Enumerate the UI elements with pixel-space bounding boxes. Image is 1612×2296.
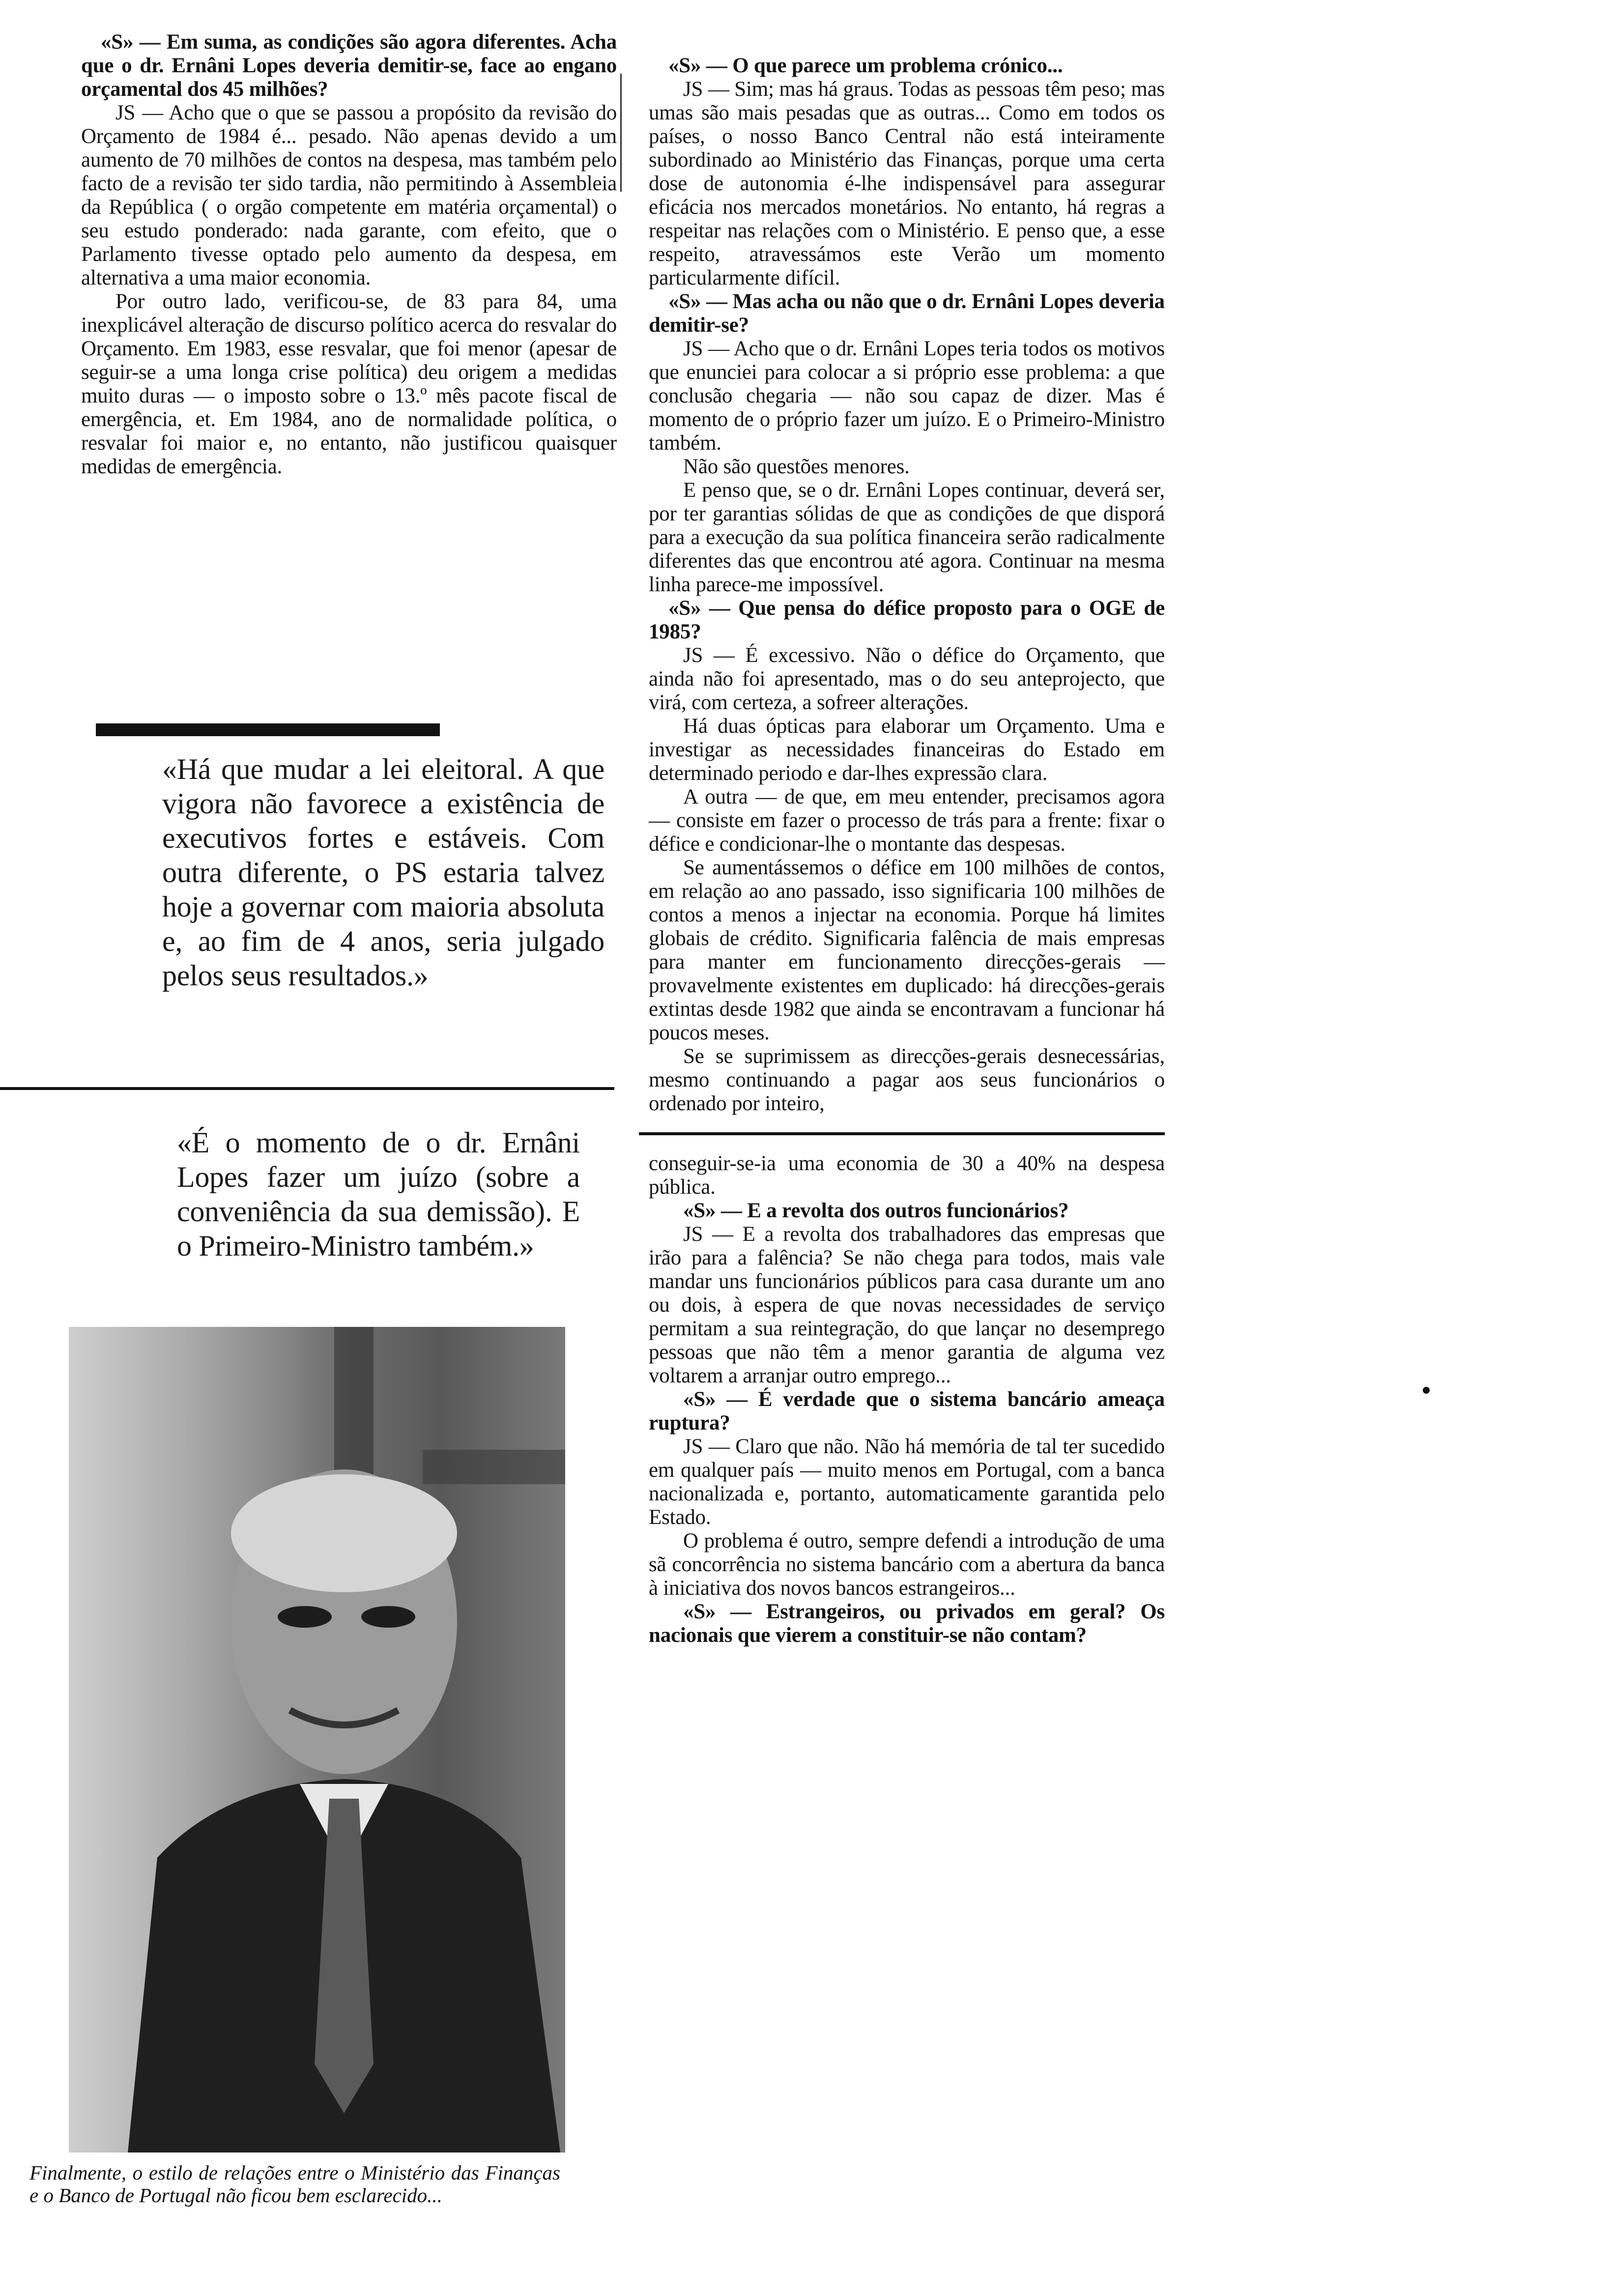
left-column: [81, 30, 617, 479]
pull-quote-moment: «É o momento de o dr. Ernâni Lopes fazer um juízo (sobre a conveniência da sua demissão). E o Primeiro-Ministro também.»: [177, 1126, 580, 1262]
interview-question: «S» — Mas acha ou não que o dr. Ernâni Lopes deveria demitir-se?: [649, 290, 1165, 337]
interview-answer-continued: conseguir-se-ia uma economia de 30 a 40% na despesa pública.: [649, 1152, 1165, 1199]
interview-answer: JS — Acho que o dr. Ernâni Lopes teria todos os motivos que enunciei para colocar a si próprio esse problema: a que conclusão chegaria — não sou capaz de dizer. Mas é momento de o próprio fazer um juízo. E o Primeiro-Ministro também.: [649, 337, 1165, 455]
photo-caption: Finalmente, o estilo de relações entre o Ministério das Finanças e o Banco de Portugal não ficou bem esclarecido...: [29, 2161, 560, 2207]
interview-answer: JS — Sim; mas há graus. Todas as pessoas têm peso; mas umas são mais pesadas que as outras... Como em todos os países, o nosso Banco Central não está inteiramente subordinado ao Ministério das Finanças, porque uma certa dose de autonomia é-lhe indispensável para assegurar eficácia nos mercados monetários. No entanto, há regras a respeitar nas relações com o Ministério. E penso que, a esse respeito, atravessámos este Verão um momento particularmente difícil.: [649, 78, 1165, 289]
interview-question: «S» — O que parece um problema crónico...: [668, 54, 1063, 77]
margin-mark: [620, 74, 622, 192]
intro-question: «S» — Em suma, as condições são agora diferentes. Acha que o dr. Ernâni Lopes deveria demitir-se, face ao engano orçamental dos 45 milhões?: [81, 30, 617, 101]
portrait-drawing: [69, 1327, 565, 2152]
pull-quote-electoral-law: «Há que mudar a lei eleitoral. A que vigora não favorece a existência de executivos fortes e estáveis. Com outra diferente, o PS estaria talvez hoje a governar com maioria absoluta e, ao fim de 4 anos, seria julgado pelos seus resultados.»: [162, 753, 604, 992]
interview-answer: Se aumentássemos o défice em 100 milhões de contos, em relação ao ano passado, isso significaria 100 milhões de contos a menos a injectar na economia. Porque há limites globais de crédito. Significaria falência de mais empresas para manter em funcionamento direcções-gerais — provavelmente existentes em duplicado: há direcções-gerais extintas desde 1982 que ainda se encontravam a funcionar há poucos meses.: [649, 856, 1165, 1044]
interview-question: «S» — E a revolta dos outros funcionários?: [683, 1199, 1069, 1222]
interview-answer: Há duas ópticas para elaborar um Orçamento. Uma e investigar as necessidades financeiras do Estado em determinado periodo e dar-lhes expressão clara.: [649, 715, 1165, 785]
answer-paragraph: Por outro lado, verificou-se, de 83 para 84, uma inexplicável alteração de discurso político acerca do resvalar do Orçamento. Em 1983, esse resvalar, que foi menor (apesar de seguir-se a uma longa crise política) deu origem a medidas muito duras — o imposto sobre o 13.º mês pacote fiscal de emergência, et. Em 1984, ano de normalidade política, o resvalar foi maior e, no entanto, não justificou quaisquer medidas de emergência.: [81, 290, 617, 478]
interview-answer: E penso que, se o dr. Ernâni Lopes continuar, deverá ser, por ter garantias sólidas de que as condições de que disporá para a execução da sua política financeira serão radicalmente diferentes das que encontrou até agora. Continuar na mesma linha parece-me impossível.: [649, 479, 1165, 596]
right-column: [649, 54, 1165, 1647]
interview-question: «S» — Estrangeiros, ou privados em geral? Os nacionais que vierem a constituir-se não contam?: [649, 1600, 1165, 1647]
interview-question: «S» — É verdade que o sistema bancário ameaça ruptura?: [649, 1388, 1165, 1435]
interview-answer: O problema é outro, sempre defendi a introdução de uma sã concorrência no sistema bancário com a abertura da banca à iniciativa dos novos bancos estrangeiros...: [649, 1529, 1165, 1600]
interview-answer: A outra — de que, em meu entender, precisamos agora — consiste em fazer o processo de trás para a frente: fixar o défice e condicionar-lhe o montante das despesas.: [649, 785, 1165, 856]
interview-answer: JS — É excessivo. Não o défice do Orçamento, que ainda não foi apresentado, mas o do seu anteprojecto, que virá, com certeza, a sofreer alterações.: [649, 644, 1165, 714]
section-separator-bar: [96, 723, 440, 736]
portrait-photo: [69, 1327, 565, 2152]
interview-answer: Não são questões menores.: [683, 455, 910, 478]
interview-answer: JS — E a revolta dos trabalhadores das empresas que irão para a falência? Se não chega para todos, mais vale mandar uns funcionários públicos para casa durante um ano ou dois, à espera de que novas necessidades de serviço permitam a sua reintegração, do que lançar no desemprego pessoas que não têm a menor garantia de alguma vez voltarem a arranjar outro emprego...: [649, 1223, 1165, 1387]
ink-dot: [1423, 1387, 1430, 1394]
interview-question: «S» — Que pensa do défice proposto para o OGE de 1985?: [649, 597, 1165, 643]
column-break-rule: [639, 1132, 1165, 1135]
answer-paragraph: JS — Acho que o que se passou a propósito da revisão do Orçamento de 1984 é... pesado. Não apenas devido a um aumento de 70 milhões de contos na despesa, mas também pelo facto de a revisão ter sido tardia, não permitindo à Assembleia da República ( o orgão competente em matéria orçamental) o seu estudo ponderado: nada garante, com efeito, que o Parlamento tivesse optado pelo aumento da despesa, em alternativa a uma maior economia.: [81, 101, 617, 289]
horizontal-rule: [0, 1087, 614, 1090]
interview-answer: JS — Claro que não. Não há memória de tal ter sucedido em qualquer país — muito menos em Portugal, com a banca nacionalizada e, portanto, automaticamente garantida pelo Estado.: [649, 1435, 1165, 1529]
interview-answer: Se se suprimissem as direcções-gerais desnecessárias, mesmo continuando a pagar aos seus funcionários o ordenado por inteiro,: [649, 1045, 1165, 1115]
